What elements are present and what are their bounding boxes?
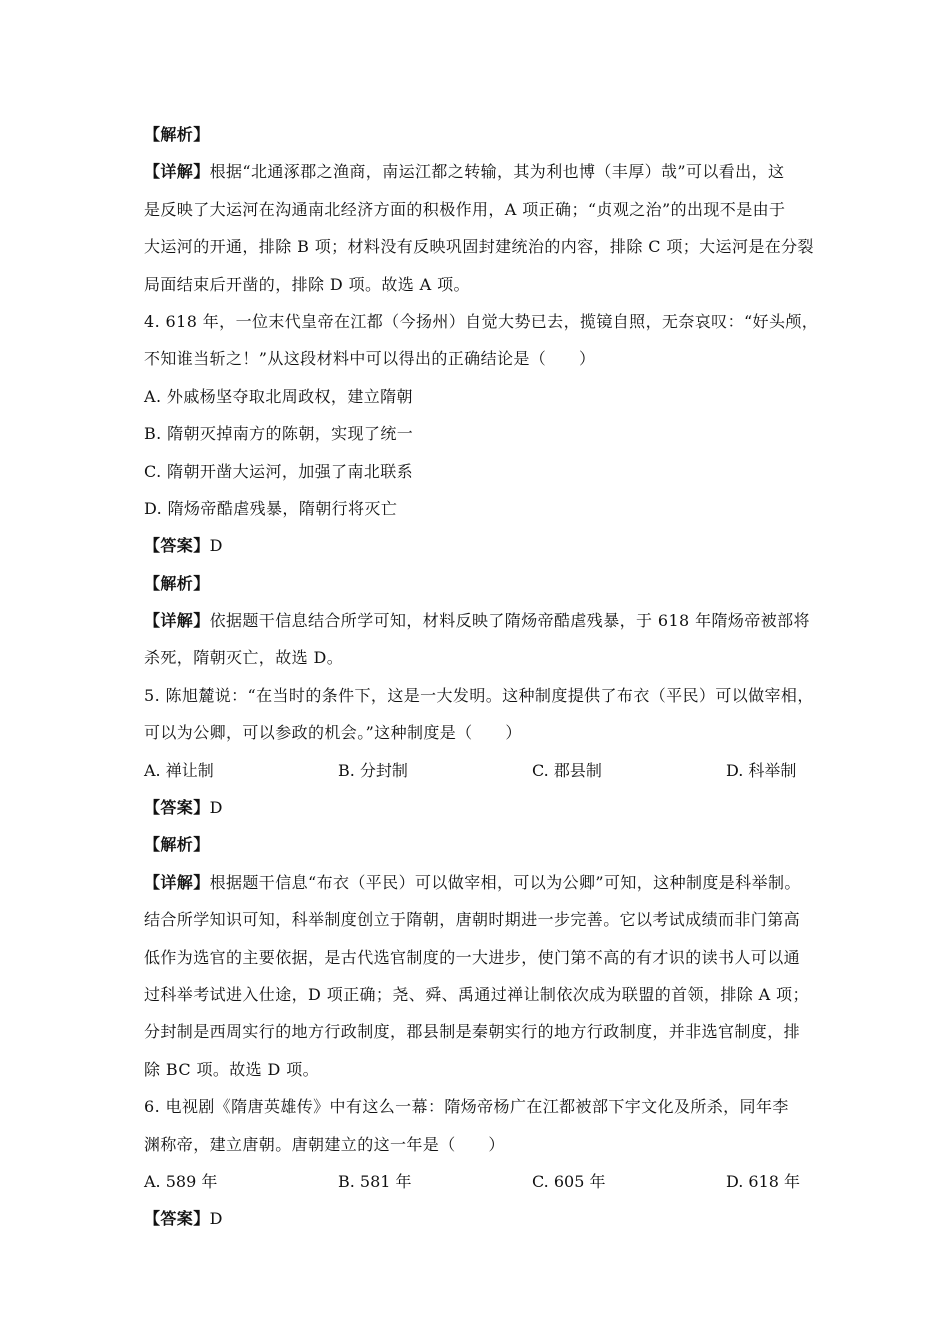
q5-explanation-text-1: 根据题干信息“布衣（平民）可以做宰相，可以为公卿”可知，这种制度是科举制。	[209, 872, 801, 892]
q4-explanation-text-1: 依据题干信息结合所学可知，材料反映了隋炀帝酷虐残暴，于 618 年隋炀帝被部将	[209, 611, 810, 631]
q5-option-a: A. 禅让制	[144, 760, 214, 780]
answer-tag: 【答案】	[144, 536, 210, 556]
q6-option-a: A. 589 年	[144, 1171, 218, 1191]
q5-answer	[144, 789, 812, 826]
q4-explanation-line-1	[144, 602, 812, 639]
q6-option-d: D. 618 年	[726, 1171, 801, 1191]
q4-stem-line-2: 不知谁当斩之！”从这段材料中可以得出的正确结论是（ ）	[144, 349, 596, 369]
q4-option-b: B. 隋朝灭掉南方的陈朝，实现了统一	[144, 424, 414, 444]
q5-stem-line-1: 5. 陈旭麓说：“在当时的条件下，这是一大发明。这种制度提供了布衣（平民）可以做宰相，	[144, 685, 814, 705]
q4-answer	[144, 527, 812, 564]
q4-explanation-line-2: 杀死，隋朝灭亡，故选 D。	[144, 648, 344, 668]
q5-explanation-line-5: 分封制是西周实行的地方行政制度，郡县制是秦朝实行的地方行政制度，并非选官制度，排	[144, 1022, 801, 1042]
q5-explanation-line-1	[144, 864, 812, 901]
q5-explanation-line-6: 除 BC 项。故选 D 项。	[144, 1059, 320, 1079]
q6-stem-line-2: 渊称帝，建立唐朝。唐朝建立的这一年是（ ）	[144, 1134, 505, 1154]
q5-option-c: C. 郡县制	[532, 760, 602, 780]
q5-explanation-line-3: 低作为选官的主要依据，是古代选官制度的一大进步，使门第不高的有才识的读书人可以通	[144, 947, 801, 967]
detail-tag: 【详解】	[144, 162, 210, 182]
answer-tag: 【答案】	[144, 798, 210, 818]
answer-tag: 【答案】	[144, 1209, 210, 1229]
detail-tag: 【详解】	[144, 872, 210, 892]
q5-option-b: B. 分封制	[338, 760, 408, 780]
analysis-heading: 【解析】	[144, 125, 210, 144]
q4-stem-line-1: 4. 618 年，一位末代皇帝在江都（今扬州）自觉大势已去，揽镜自照，无奈哀叹：“好头颅，	[144, 311, 819, 331]
q5-options	[144, 752, 812, 789]
q5-analysis-heading: 【解析】	[144, 835, 210, 855]
q6-answer-value: D	[209, 1209, 223, 1229]
q6-options	[144, 1163, 812, 1200]
q4-analysis-heading: 【解析】	[144, 573, 210, 593]
q4-answer-value: D	[209, 536, 223, 556]
q5-stem-line-2: 可以为公卿，可以参政的机会。”这种制度是（ ）	[144, 723, 522, 743]
q4-option-a: A. 外戚杨坚夺取北周政权，建立隋朝	[144, 386, 413, 406]
q3-explanation-line-1	[144, 153, 812, 190]
detail-tag: 【详解】	[144, 611, 210, 631]
q5-explanation-line-2: 结合所学知识可知，科举制度创立于隋朝，唐朝时期进一步完善。它以考试成绩而非门第高	[144, 910, 801, 930]
q3-explanation-line-3: 大运河的开通，排除 B 项；材料没有反映巩固封建统治的内容，排除 C 项；大运河是在分裂	[144, 237, 814, 257]
q6-stem-line-1: 6. 电视剧《隋唐英雄传》中有这么一幕：隋炀帝杨广在江都被部下宇文化及所杀，同年李	[144, 1097, 789, 1117]
q5-option-d: D. 科举制	[726, 760, 797, 780]
q6-option-c: C. 605 年	[532, 1171, 606, 1191]
q6-answer	[144, 1200, 812, 1237]
q3-explanation-line-4: 局面结束后开凿的，排除 D 项。故选 A 项。	[144, 274, 470, 294]
q6-option-b: B. 581 年	[338, 1171, 412, 1191]
q5-answer-value: D	[209, 798, 223, 818]
q4-option-c: C. 隋朝开凿大运河，加强了南北联系	[144, 461, 414, 481]
q3-explanation-line-2: 是反映了大运河在沟通南北经济方面的积极作用，A 项正确；“贞观之治”的出现不是由于	[144, 199, 786, 219]
document-content	[144, 116, 819, 1238]
q4-option-d: D. 隋炀帝酷虐残暴，隋朝行将灭亡	[144, 498, 398, 518]
q3-explanation-text-1: 根据“北通涿郡之渔商，南运江都之转输，其为利也博（丰厚）哉”可以看出，这	[209, 162, 785, 182]
q5-explanation-line-4: 过科举考试进入仕途，D 项正确；尧、舜、禹通过禅让制依次成为联盟的首领，排除 A 项；	[144, 984, 809, 1004]
